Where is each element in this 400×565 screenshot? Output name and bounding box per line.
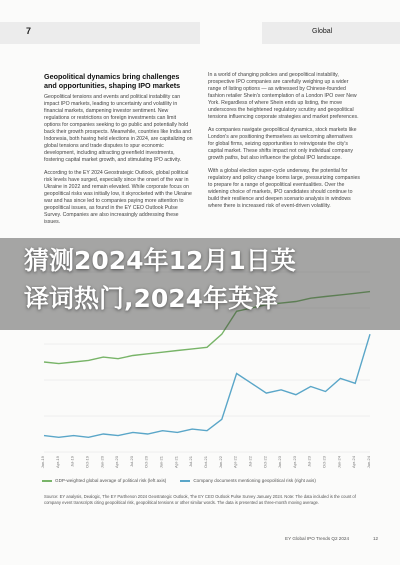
x-tick-label: Jul-20: [128, 456, 134, 467]
x-tick-label: Jan-20: [99, 456, 105, 469]
x-tick-label: Oct-22: [262, 456, 268, 469]
x-tick-label: Apr-22: [232, 456, 238, 469]
paragraph: As companies navigate geopolitical dynamics, stock markets like London's are positioning themselves as welcoming alternatives for global firms, seizing opportunities to reinvigorate the city's capital market. These shifts impact not only individual company growth paths, but also influence the global IPO landscape.: [208, 127, 357, 161]
paragraph: With a global election super-cycle underway, the potential for regulatory and policy change looms large, pressurizing companies to prepare for a range of geopolitical eventualities. Over the widening choice of markets, IPO candidates should continue to build their resilience and deepen scenario analysis in windows where there is increased risk of event-driven volatility.: [208, 168, 360, 209]
overlay-line-2: 译词热门,2024年英译: [24, 284, 279, 313]
section-label: Global: [312, 28, 333, 35]
x-tick-label: Jul-23: [306, 456, 312, 467]
paragraph: In a world of changing policies and geopolitical instability, prospective IPO companies are carefully weighing up a wider range of listing options — as witnessed by Chinese-founded fashion retailer Shein's contemplation of a London IPO over New York. Regardless of where Shein ends up listing, the move underscores the heightened regulatory scrutiny and geopolitical tensions influencing corporate strategies and market preferences.: [208, 72, 359, 120]
source-note: Source: EY analysis, Dealogic, The EY Parthenon 2024 Geostrategic Outlook, The EY CEO Outlook Pulse Survey January 2024. Note: The data included is the count of company event transcripts citing geopolitical risk, geopolitical tensions or other similar words. The data is presented as three-month moving average.: [44, 494, 356, 505]
x-tick-label: Oct-23: [321, 456, 327, 469]
x-tick-label: Apr-24: [351, 456, 357, 469]
paragraph: According to the EY 2024 Geostrategic Outlook, global political risk levels have surged, especially since the onset of the war in Ukraine in 2022 and remain elevated. While corporate focus on geopolitical risks was initially low, it skyrocketed with the Ukraine war and has since led to companies paying more attention to geopolitical issues, as found in the EY CEO Outlook Pulse Survey. Companies are also increasingly addressing these issues.: [44, 170, 192, 225]
x-tick-label: Jul-19: [69, 456, 75, 467]
overlay-title: [24, 242, 384, 318]
x-tick-label: Oct-20: [143, 456, 149, 469]
x-tick-label: Apr-21: [173, 456, 179, 469]
page-number: 7: [26, 26, 32, 36]
x-tick-label: Apr-23: [291, 456, 297, 469]
x-tick-label: Jul-22: [247, 456, 253, 467]
section-heading: Geopolitical dynamics bring challenges and opportunities, shaping IPO markets: [44, 72, 181, 90]
series-line-2: [44, 334, 370, 437]
legend-item: Company documents mentioning geopolitical risk (right axis): [180, 478, 316, 483]
legend-item: GDP-weighted global average of political risk (left axis): [42, 478, 166, 483]
x-tick-label: Jun-24: [366, 456, 371, 469]
x-tick-label: Jul-21: [188, 456, 194, 467]
x-tick-label: Jan-23: [277, 456, 283, 469]
x-tick-label: Oct-19: [84, 456, 90, 469]
chart-legend: [42, 478, 316, 483]
footer-page-number: 12: [373, 536, 379, 541]
footer-title: EY Global IPO Trends Q2 2024: [285, 536, 350, 541]
x-tick-label: Jan-22: [217, 456, 223, 469]
x-tick-label: Jan-19: [40, 456, 45, 469]
left-column: [44, 72, 194, 232]
x-tick-label: Apr-19: [54, 456, 60, 469]
x-tick-label: Jan-21: [158, 456, 164, 469]
x-tick-label: Jan-24: [336, 456, 342, 469]
x-tick-label: Apr-20: [114, 456, 120, 469]
right-column: [208, 72, 360, 216]
paragraph: Geopolitical tensions and events and political instability can impact IPO markets, leading to uncertainty and volatility in financial markets, dampening investor sentiment. New regulations or restrictions on foreign investments can limit options for companies seeking to go public and potentially hold back their growth prospects. Meanwhile, countries like India and Indonesia, both having held elections in 2024, are capitalizing on global tensions and trade disputes to spur economic development, including attracting greenfield investments, fostering capital market growth, and stimulating IPO activity.: [44, 94, 193, 163]
x-tick-label: Oct-21: [203, 456, 208, 469]
overlay-line-1: 猜测2024年12月1日英: [24, 246, 296, 275]
